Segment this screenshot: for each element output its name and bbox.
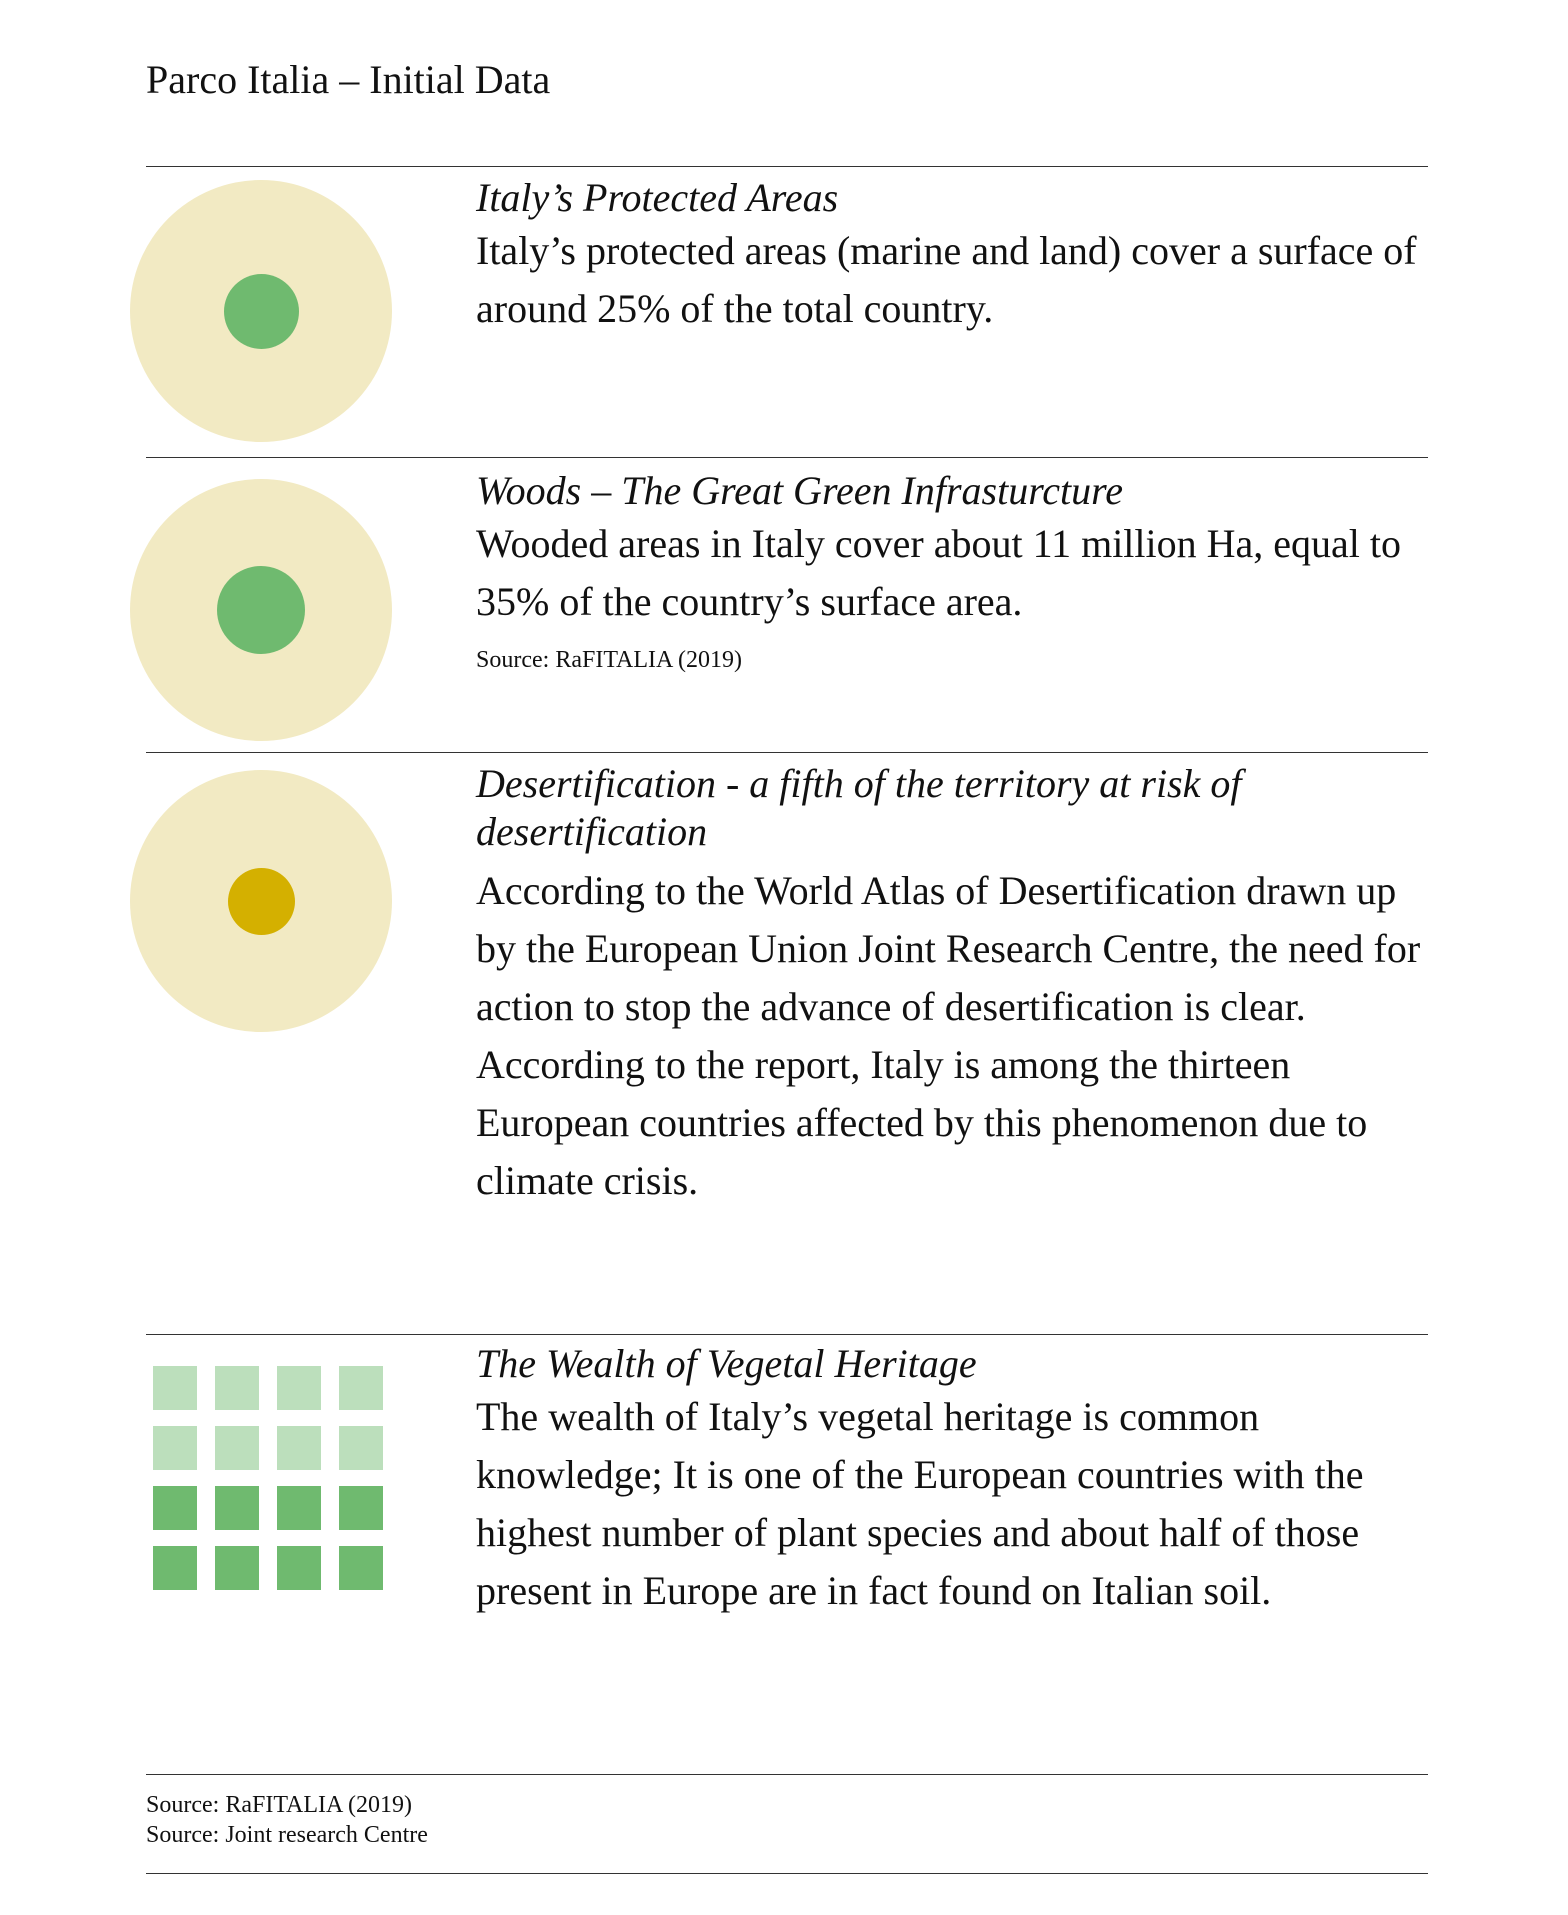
section-heading: The Wealth of Vegetal Heritage xyxy=(476,1341,977,1386)
grid-cell xyxy=(277,1426,321,1470)
section-body: Italy’s protected areas (marine and land) cover a surface of around 25% of the total country. xyxy=(476,228,1417,331)
vegetal-heritage-text xyxy=(476,1340,1436,1620)
section-heading: Italy’s Protected Areas xyxy=(476,175,839,220)
grid-cell xyxy=(215,1426,259,1470)
divider-bottom xyxy=(146,1873,1428,1874)
grid-cell-highlighted xyxy=(153,1486,197,1530)
section-source: Source: RaFITALIA (2019) xyxy=(476,647,743,673)
section-heading: Desertification - a fifth of the territory at risk of desertification xyxy=(476,761,1242,854)
page-title: Parco Italia – Initial Data xyxy=(146,57,551,102)
grid-cell xyxy=(153,1426,197,1470)
grid-cell xyxy=(153,1366,197,1410)
divider-section-4 xyxy=(146,1334,1428,1335)
desertification-risk-circle xyxy=(228,868,295,935)
footer-source-line: Source: Joint research Centre xyxy=(146,1822,428,1848)
divider-footer xyxy=(146,1774,1428,1775)
protected-areas-circle xyxy=(224,274,299,349)
grid-cell-highlighted xyxy=(215,1486,259,1530)
woods-text xyxy=(476,467,1436,675)
grid-cell-highlighted xyxy=(277,1486,321,1530)
grid-cell-highlighted xyxy=(215,1546,259,1590)
section-body: The wealth of Italy’s vegetal heritage is common knowledge; It is one of the European countries with the highest number of plant species and about half of those present in Europe are in fact found on Italian soil. xyxy=(476,1394,1364,1613)
footer-sources xyxy=(146,1790,1428,1850)
section-body: Wooded areas in Italy cover about 11 million Ha, equal to 35% of the country’s surface area. xyxy=(476,521,1402,624)
section-heading: Woods – The Great Green Infrasturcture xyxy=(476,468,1123,513)
divider-section-2 xyxy=(146,457,1428,458)
woods-graphic xyxy=(130,479,392,741)
grid-cell xyxy=(277,1366,321,1410)
grid-cell-highlighted xyxy=(339,1546,383,1590)
wooded-areas-circle xyxy=(217,566,305,654)
grid-cell xyxy=(339,1426,383,1470)
section-body: According to the World Atlas of Desertification drawn up by the European Union Joint Research Centre, the need for action to stop the advance of desertification is clear. According to the report, Italy is among the thirteen European countries affected by this phenomenon due to climate crisis. xyxy=(476,868,1421,1203)
footer-source-line: Source: RaFITALIA (2019) xyxy=(146,1792,413,1818)
divider-top xyxy=(146,166,1428,167)
divider-section-3 xyxy=(146,752,1428,753)
protected-areas-text xyxy=(476,174,1436,338)
plant-species-grid xyxy=(153,1366,393,1606)
desertification-graphic xyxy=(130,770,392,1032)
grid-cell xyxy=(339,1366,383,1410)
grid-cell xyxy=(215,1366,259,1410)
grid-cell-highlighted xyxy=(339,1486,383,1530)
protected-areas-graphic xyxy=(130,180,392,442)
desertification-text xyxy=(476,760,1436,1210)
grid-cell-highlighted xyxy=(153,1546,197,1590)
grid-cell-highlighted xyxy=(277,1546,321,1590)
